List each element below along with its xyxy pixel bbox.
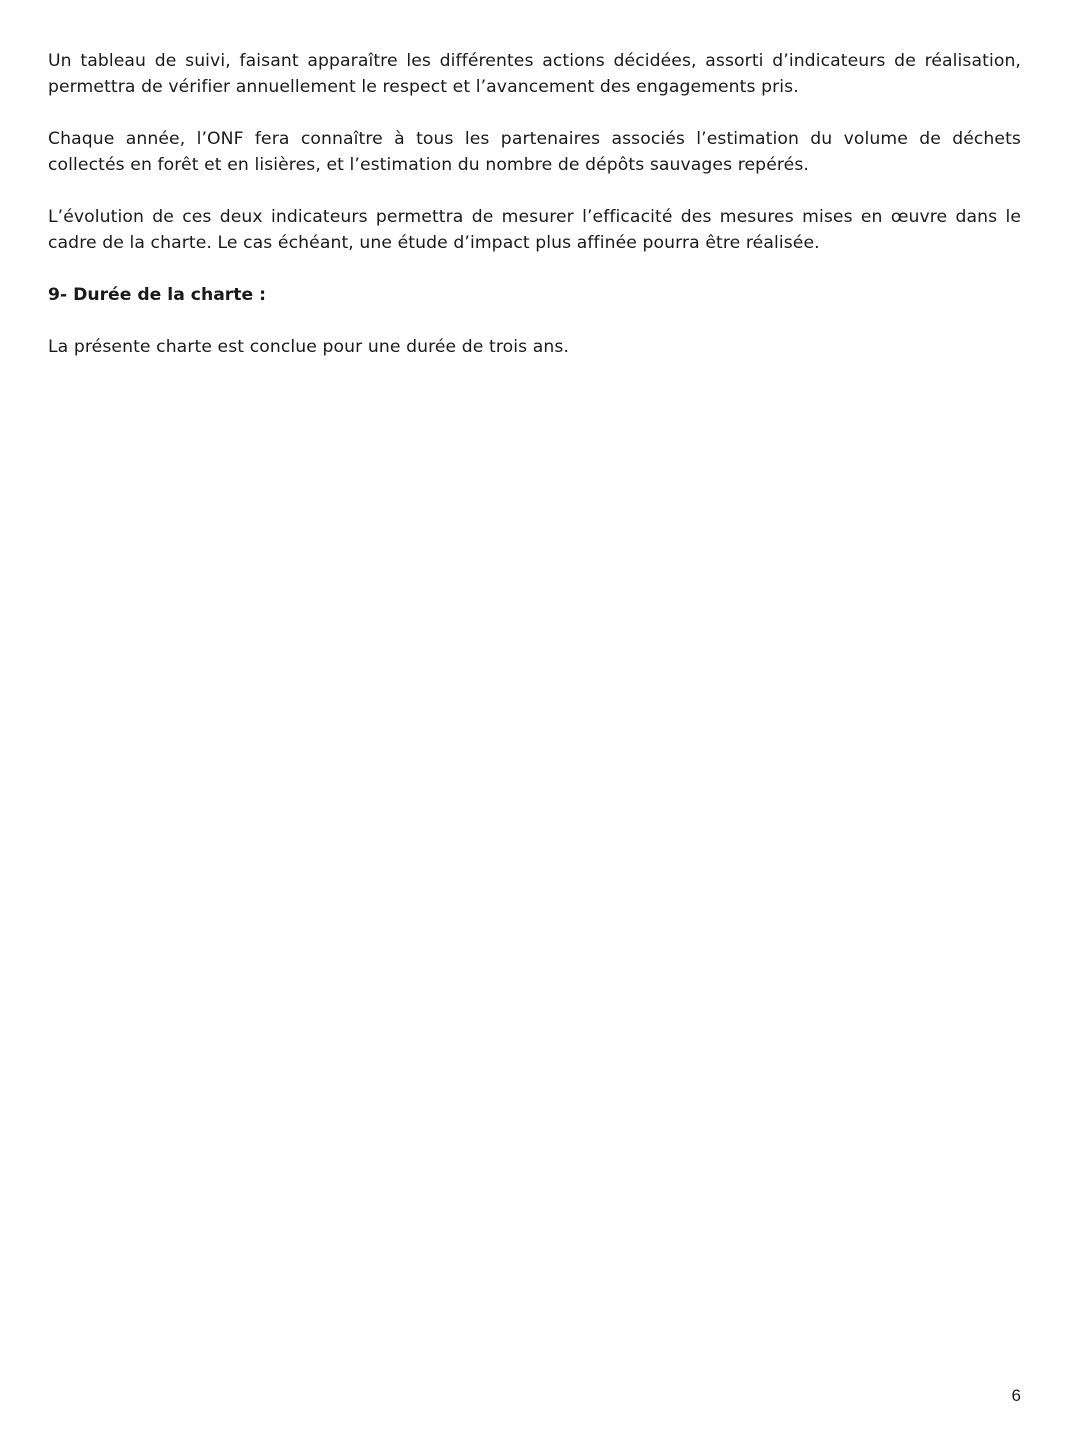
paragraph-indicateurs: L’évolution de ces deux indicateurs permettra de mesurer l’efficacité des mesures mises en œuvre dans le cadre de la charte. Le cas échéant, une étude d’impact plus affinée pourra être réalisée. bbox=[48, 207, 1021, 253]
paragraph-estimation: Chaque année, l’ONF fera connaître à tous les partenaires associés l’estimation du volume de déchets collectés en forêt et en lisières, et l’estimation du nombre de dépôts sauvages repérés. bbox=[48, 129, 1021, 175]
section-heading: 9- Durée de la charte : bbox=[48, 285, 266, 305]
paragraph-duree: La présente charte est conclue pour une durée de trois ans. bbox=[48, 337, 570, 357]
paragraph-suivi: Un tableau de suivi, faisant apparaître les différentes actions décidées, assorti d’indicateurs de réalisation, permettra de vérifier annuellement le respect et l’avancement des engagements pris. bbox=[48, 51, 1021, 97]
page-number: 6 bbox=[1011, 1386, 1021, 1405]
document-page bbox=[48, 48, 1021, 386]
